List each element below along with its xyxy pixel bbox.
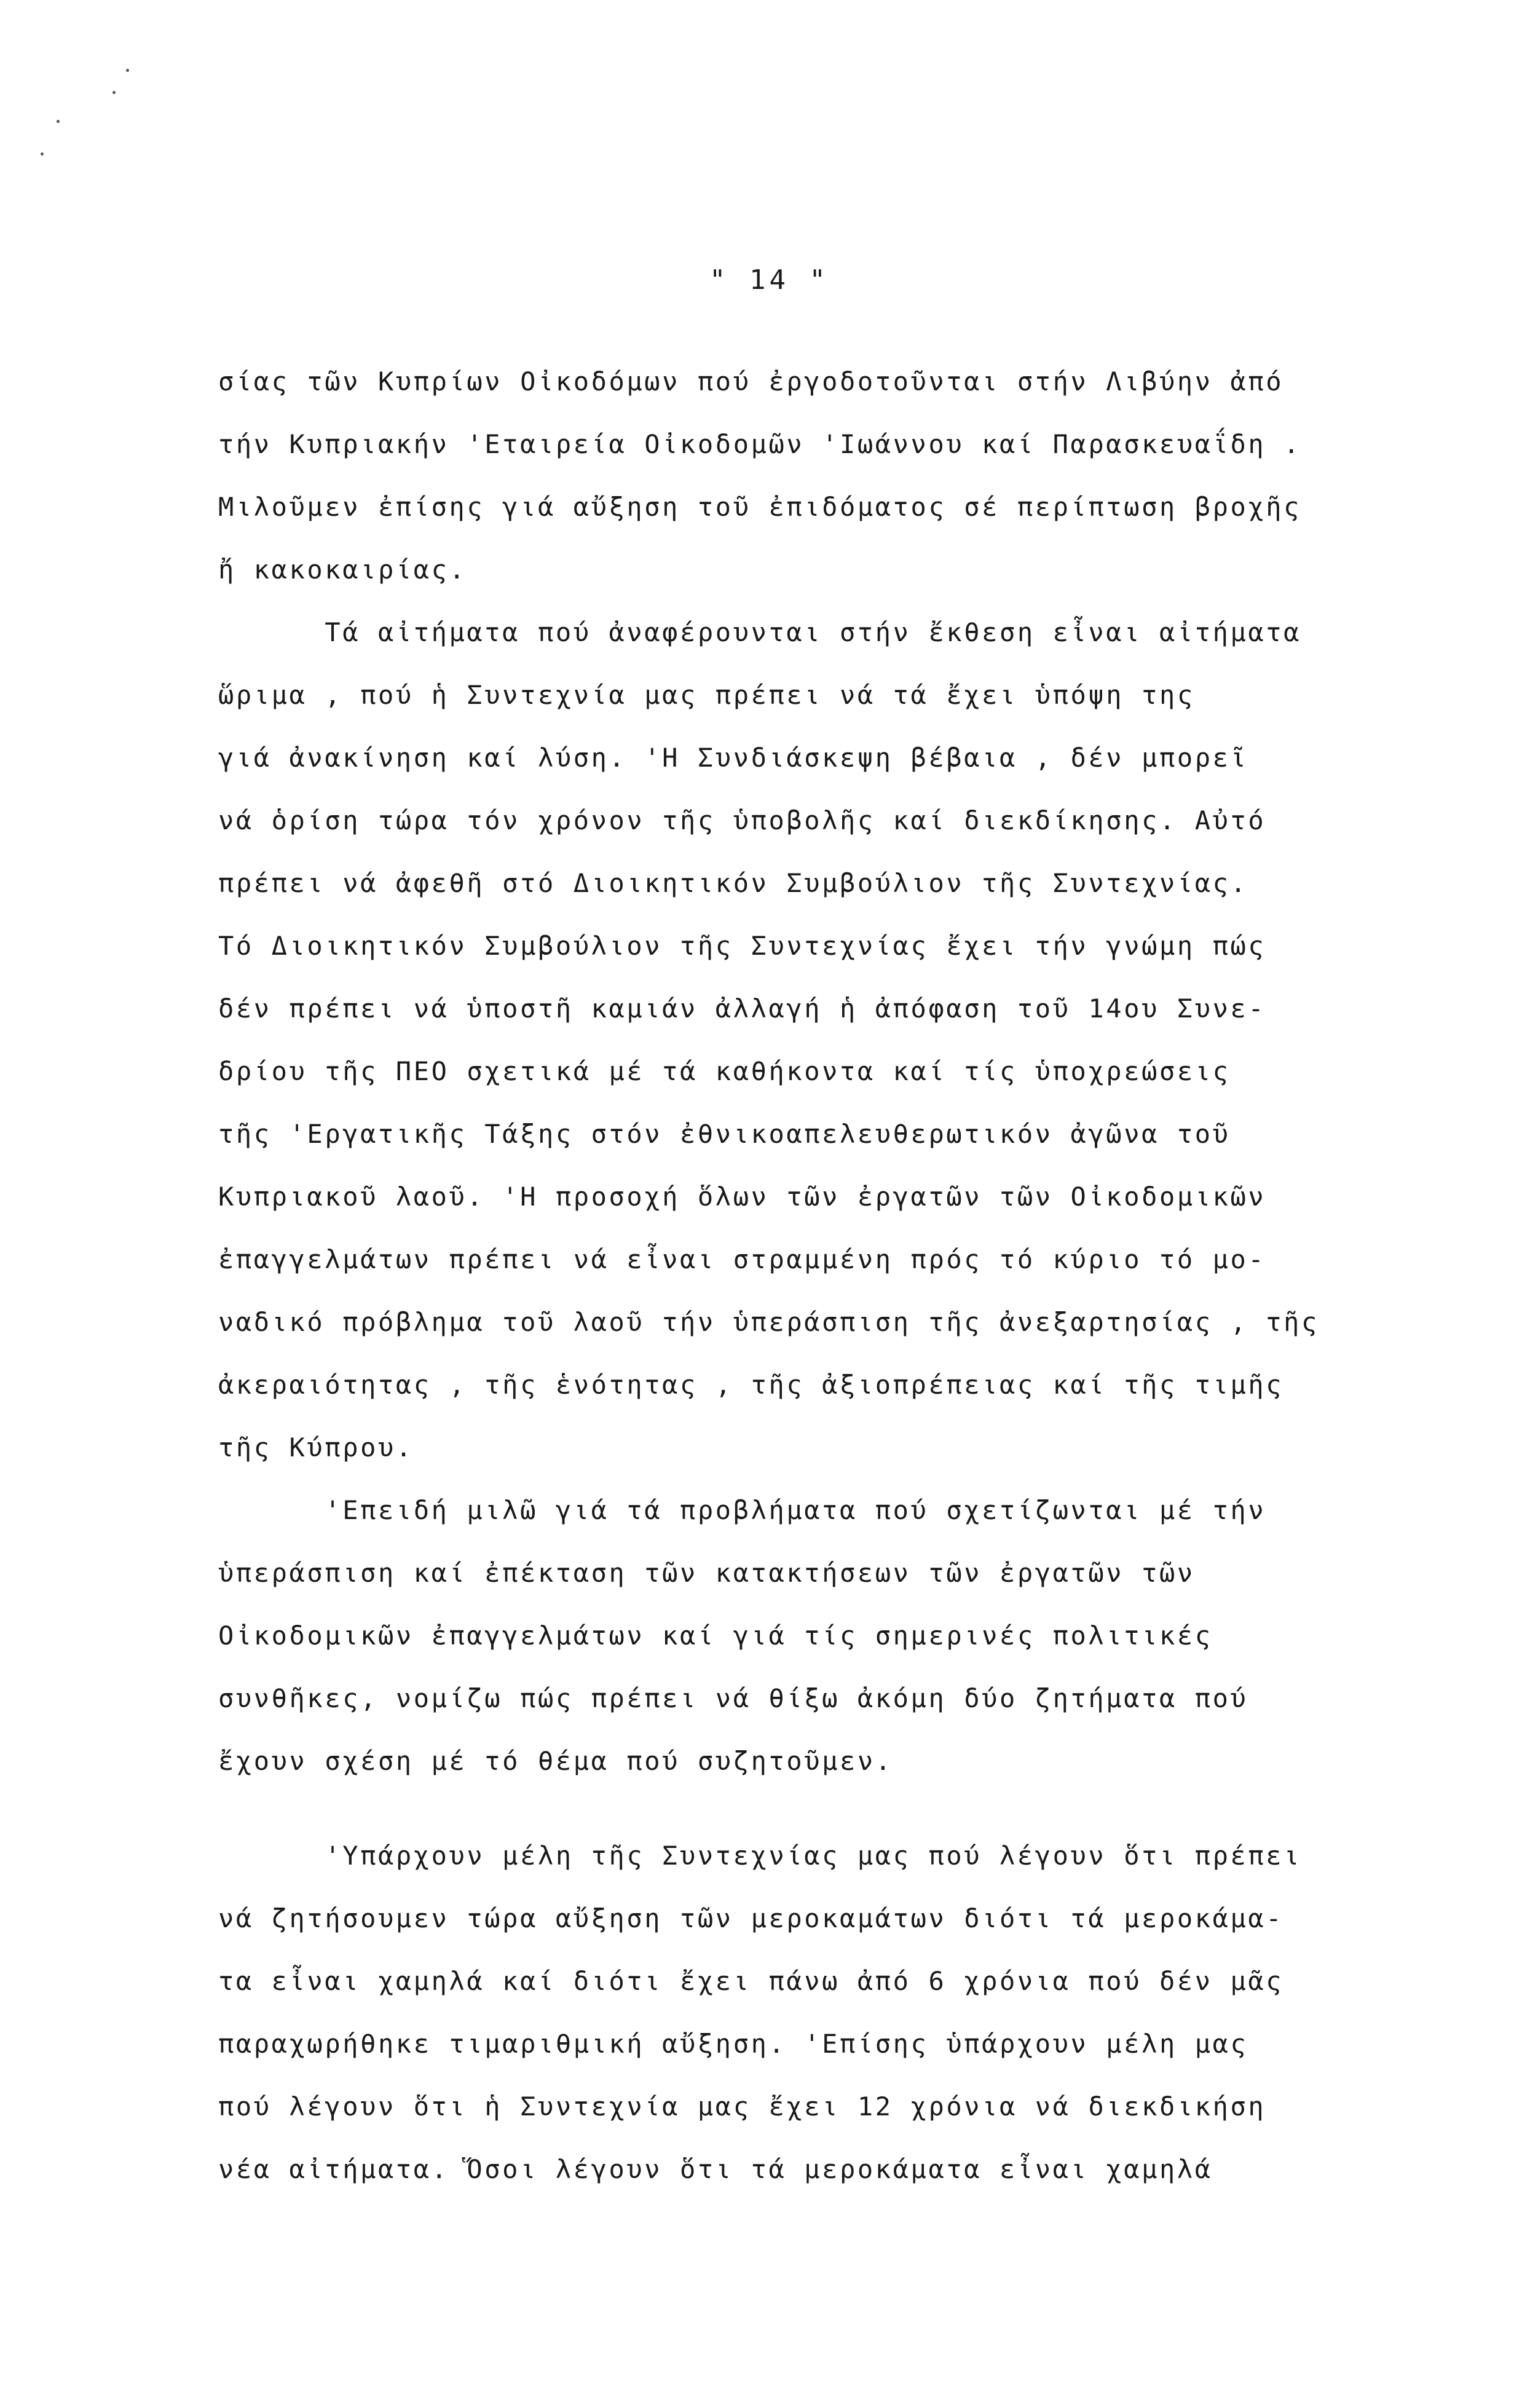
text-line: πρέπει νά ἀφεθῆ στό Διοικητικόν Συμβούλιον τῆς Συντεχνίας. [218,868,1248,898]
text-line: Τά αἰτήματα πού ἀναφέρουνται στήν ἔκθεση εἶναι αἰτήματα [218,617,1302,647]
text-line: Κυπριακοῦ λαοῦ. 'Η προσοχή ὅλων τῶν ἐργατῶν τῶν Οἰκοδομικῶν [218,1182,1266,1212]
text-line: 'Επειδή μιλῶ γιά τά προβλήματα πού σχετίζωνται μέ τήν [218,1495,1266,1525]
text-line: νέα αἰτήματα. Ὅσοι λέγουν ὅτι τά μεροκάματα εἶναι χαμηλά [218,2154,1213,2184]
scan-speck [41,152,44,156]
paragraph [218,350,1386,601]
text-line: ἤ κακοκαιρίας. [218,555,467,585]
text-line: σίας τῶν Κυπρίων Οἰκοδόμων πού ἐργοδοτοῦνται στήν Λιβύην ἀπό [218,366,1284,397]
text-line: τα εἶναι χαμηλά καί διότι ἔχει πάνω ἀπό 6 χρόνια πού δέν μᾶς [218,1966,1284,1996]
text-line: δρίου τῆς ΠΕΟ σχετικά μέ τά καθήκοντα καί τίς ὑποχρεώσεις [218,1056,1231,1086]
text-line: Οἰκοδομικῶν ἐπαγγελμάτων καί γιά τίς σημερινές πολιτικές [218,1620,1213,1651]
text-line: ὑπεράσπιση καί ἐπέκταση τῶν κατακτήσεων τῶν ἐργατῶν τῶν [218,1558,1195,1588]
text-line: ἐπαγγελμάτων πρέπει νά εἶναι στραμμένη πρός τό κύριο τό μο- [218,1244,1266,1274]
text-line: γιά ἀνακίνηση καί λύση. 'Η Συνδιάσκεψη βέβαια , δέν μπορεῖ [218,743,1248,773]
text-line: ἀκεραιότητας , τῆς ἑνότητας , τῆς ἀξιοπρέπειας καί τῆς τιμῆς [218,1370,1284,1400]
scan-speck [57,120,60,123]
page-number: " 14 " [709,264,829,296]
text-line: Τό Διοικητικόν Συμβούλιον τῆς Συντεχνίας ἔχει τήν γνώμη πώς [218,931,1266,961]
text-line: τήν Κυπριακήν 'Εταιρεία Οἰκοδομῶν 'Ιωάννου καί Παρασκευαΐδη . [218,429,1302,459]
text-line: τῆς 'Εργατικῆς Τάξης στόν ἐθνικοαπελευθερωτικόν ἀγῶνα τοῦ [218,1119,1231,1149]
text-line: πού λέγουν ὅτι ἡ Συντεχνία μας ἔχει 12 χρόνια νά διεκδικήση [218,2091,1266,2122]
text-line: ὥριμα , πού ἡ Συντεχνία μας πρέπει νά τά ἔχει ὑπόψη της [218,680,1195,710]
scan-speck [126,69,129,72]
text-line: συνθῆκες, νομίζω πώς πρέπει νά θίξω ἀκόμη δύο ζητήματα πού [218,1683,1248,1713]
text-line: ἔχουν σχέση μέ τό θέμα πού συζητοῦμεν. [218,1746,893,1776]
text-line: δέν πρέπει νά ὑποστῆ καμιάν ἀλλαγή ἡ ἀπόφαση τοῦ 14ου Συνε- [218,993,1266,1024]
text-line: τῆς Κύπρου. [218,1432,414,1463]
text-line: ναδικό πρόβλημα τοῦ λαοῦ τήν ὑπεράσπιση τῆς ἀνεξαρτησίας , τῆς [218,1307,1319,1337]
paragraph [218,1479,1386,1793]
body-text [218,350,1386,2201]
scan-speck [112,91,116,94]
paragraph [218,1825,1386,2201]
text-line: παραχωρήθηκε τιμαριθμική αὔξηση. 'Επίσης ὑπάρχουν μέλη μας [218,2029,1248,2059]
text-line: νά ζητήσουμεν τώρα αὔξηση τῶν μεροκαμάτων διότι τά μεροκάμα- [218,1903,1284,1933]
text-line: 'Υπάρχουν μέλη τῆς Συντεχνίας μας πού λέγουν ὅτι πρέπει [218,1841,1302,1871]
text-line: νά ὁρίση τώρα τόν χρόνον τῆς ὑποβολῆς καί διεκδίκησης. Αὐτό [218,805,1266,835]
paragraph [218,601,1386,1479]
text-line: Μιλοῦμεν ἐπίσης γιά αὔξηση τοῦ ἐπιδόματος σέ περίπτωση βροχῆς [218,492,1302,522]
paragraph-gap [218,1793,1386,1825]
